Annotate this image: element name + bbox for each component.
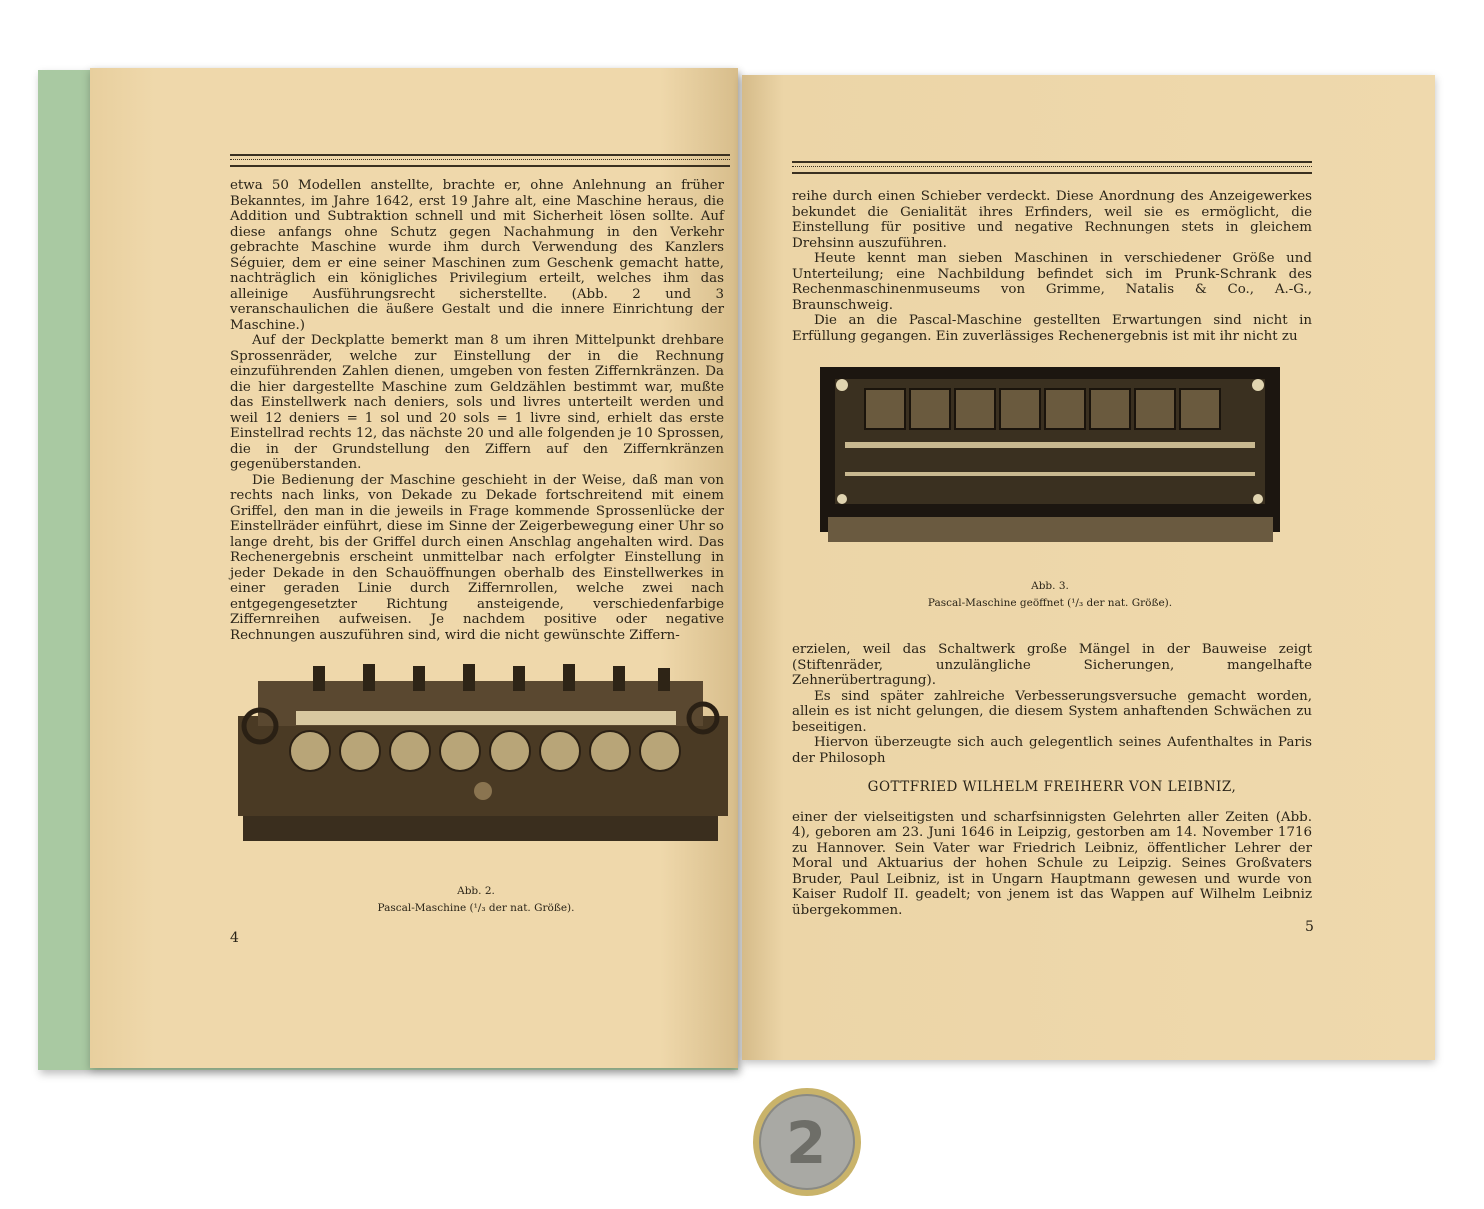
right-page-text-top [792, 189, 1312, 344]
section-heading: GOTTFRIED WILHELM FREIHERR VON LEIBNIZ, [867, 779, 1237, 795]
figure-number: Abb. 3. [1031, 580, 1069, 592]
right-page-text-bottom [792, 642, 1312, 918]
left-page-text [230, 178, 724, 643]
paragraph: Die Bedienung der Maschine geschieht in der Weise, daß man von rechts nach links, von Dekade zu Dekade fortschreitend mit einem Griffel, den man in die jeweils in Frage kommende Sprossenlücke der Einstellräder einführt, diese im Sinne der Zeigerbewegung einer Uhr so lange dreht, bis der Griffel durch einen Anschlag angehalten wird. Das Rechenergebnis erscheint unmittelbar nach erfolgter Einstellung in jeder Dekade in den Schauöffnungen oberhalb des Einstellwerkes in einer geraden Linie durch Ziffernrollen, welche zwei nach entgegengesetzter Richtung ansteigende, verschiedenfarbige Ziffernreihen aufweisen. Je nachdem positive oder negative Rechnungen auszuführen sind, wird die nicht gewünschte Ziffern- [230, 472, 724, 643]
header-rule [230, 154, 730, 167]
paragraph: Auf der Deckplatte bemerkt man 8 um ihren Mittelpunkt drehbare Sprossenräder, welche zur Einstellung der in die Rechnung einzuführenden Zahlen dienen, umgeben von festen Ziffernkränzen. Da die hier dargestellte Maschine zum Geldzählen bestimmt war, mußte das Einstellwerk nach deniers, sols und livres unterteilt werden und weil 12 deniers = 1 sol und 20 sols = 1 livre sind, erhielt das erste Einstellrad rechts 12, das nächste 20 und alle folgenden je 10 Sprossen, die in der Grundstellung den Ziffern auf den Ziffernkränzen gegenüberstanden. [230, 333, 724, 472]
figure-description: Pascal-Maschine (¹/₃ der nat. Größe). [377, 902, 575, 914]
pascal-machine-photo [238, 656, 728, 866]
paragraph: Die an die Pascal-Maschine gestellten Erwartungen sind nicht in Erfüllung gegangen. Ein zuverlässiges Rechenergebnis ist mit ihr nicht zu [792, 313, 1312, 344]
figure-caption [326, 883, 626, 917]
page-number: 4 [230, 930, 239, 946]
left-page [90, 68, 738, 1068]
paragraph: reihe durch einen Schieber verdeckt. Diese Anordnung des Anzeigewerkes bekundet die Genialität ihres Erfinders, weil sie es ermöglicht, die Einstellung für positive und negative Rechnungen stets in gleichem Drehsinn auszuführen. [792, 189, 1312, 251]
figure-description: Pascal-Maschine geöffnet (¹/₃ der nat. Größe). [927, 597, 1173, 609]
figure-number: Abb. 2. [457, 885, 495, 897]
paragraph: Hiervon überzeugte sich auch gelegentlich seines Aufenthaltes in Paris der Philosoph [792, 735, 1312, 766]
right-page [742, 75, 1435, 1060]
paragraph: einer der vielseitigsten und scharfsinnigsten Gelehrten aller Zeiten (Abb. 4), geboren am 23. Juni 1646 in Leipzig, gestorben am 14. November 1716 zu Hannover. Sein Vater war Friedrich Leibniz, öffentlicher Lehrer der Moral und Aktuarius der hohen Schule zu Leipzig. Seines Großvaters Bruder, Paul Leibniz, ist in Ungarn Hauptmann gewesen und wurde von Kaiser Rudolf II. geadelt; von jenem ist das Wappen auf Wilhelm Leibniz übergekommen. [792, 809, 1312, 918]
header-rule [792, 161, 1312, 174]
pascal-machine-open-photo [820, 367, 1280, 547]
two-euro-coin [752, 1087, 862, 1197]
paragraph: Es sind später zahlreiche Verbesserungsversuche gemacht worden, allein es ist nicht gelungen, die diesem System anhaftenden Schwächen zu beseitigen. [792, 688, 1312, 735]
paragraph: erzielen, weil das Schaltwerk große Mängel in der Bauweise zeigt (Stiftenräder, unzulängliche Sicherungen, mangelhafte Zehnerübertragung). [792, 642, 1312, 688]
paragraph: Heute kennt man sieben Maschinen in verschiedener Größe und Unterteilung; eine Nachbildung befindet sich im Prunk-Schrank des Rechenmaschinenmuseums von Grimme, Natalis & Co., A.-G., Braunschweig. [792, 251, 1312, 313]
page-number: 5 [1305, 919, 1314, 935]
figure-caption [900, 578, 1200, 612]
paragraph: etwa 50 Modellen anstellte, brachte er, ohne Anlehnung an früher Bekanntes, im Jahre 1642, erst 19 Jahre alt, eine Maschine heraus, die Addition und Subtraktion schnell und mit Sicherheit lösen sollte. Auf diese anfangs ohne Schutz gegen Nachahmung in den Verkehr gebrachte Maschine wurde ihm durch Verwendung des Kanzlers Séguier, dem er eine seiner Maschinen zum Geschenk gemacht hatte, nachträglich ein königliches Privilegium erteilt, welches ihm das alleinige Ausführungsrecht sicherstellte. (Abb. 2 und 3 veranschaulichen die äußere Gestalt und die innere Einrichtung der Maschine.) [230, 178, 724, 333]
coin-denomination: 2 [786, 1109, 827, 1177]
